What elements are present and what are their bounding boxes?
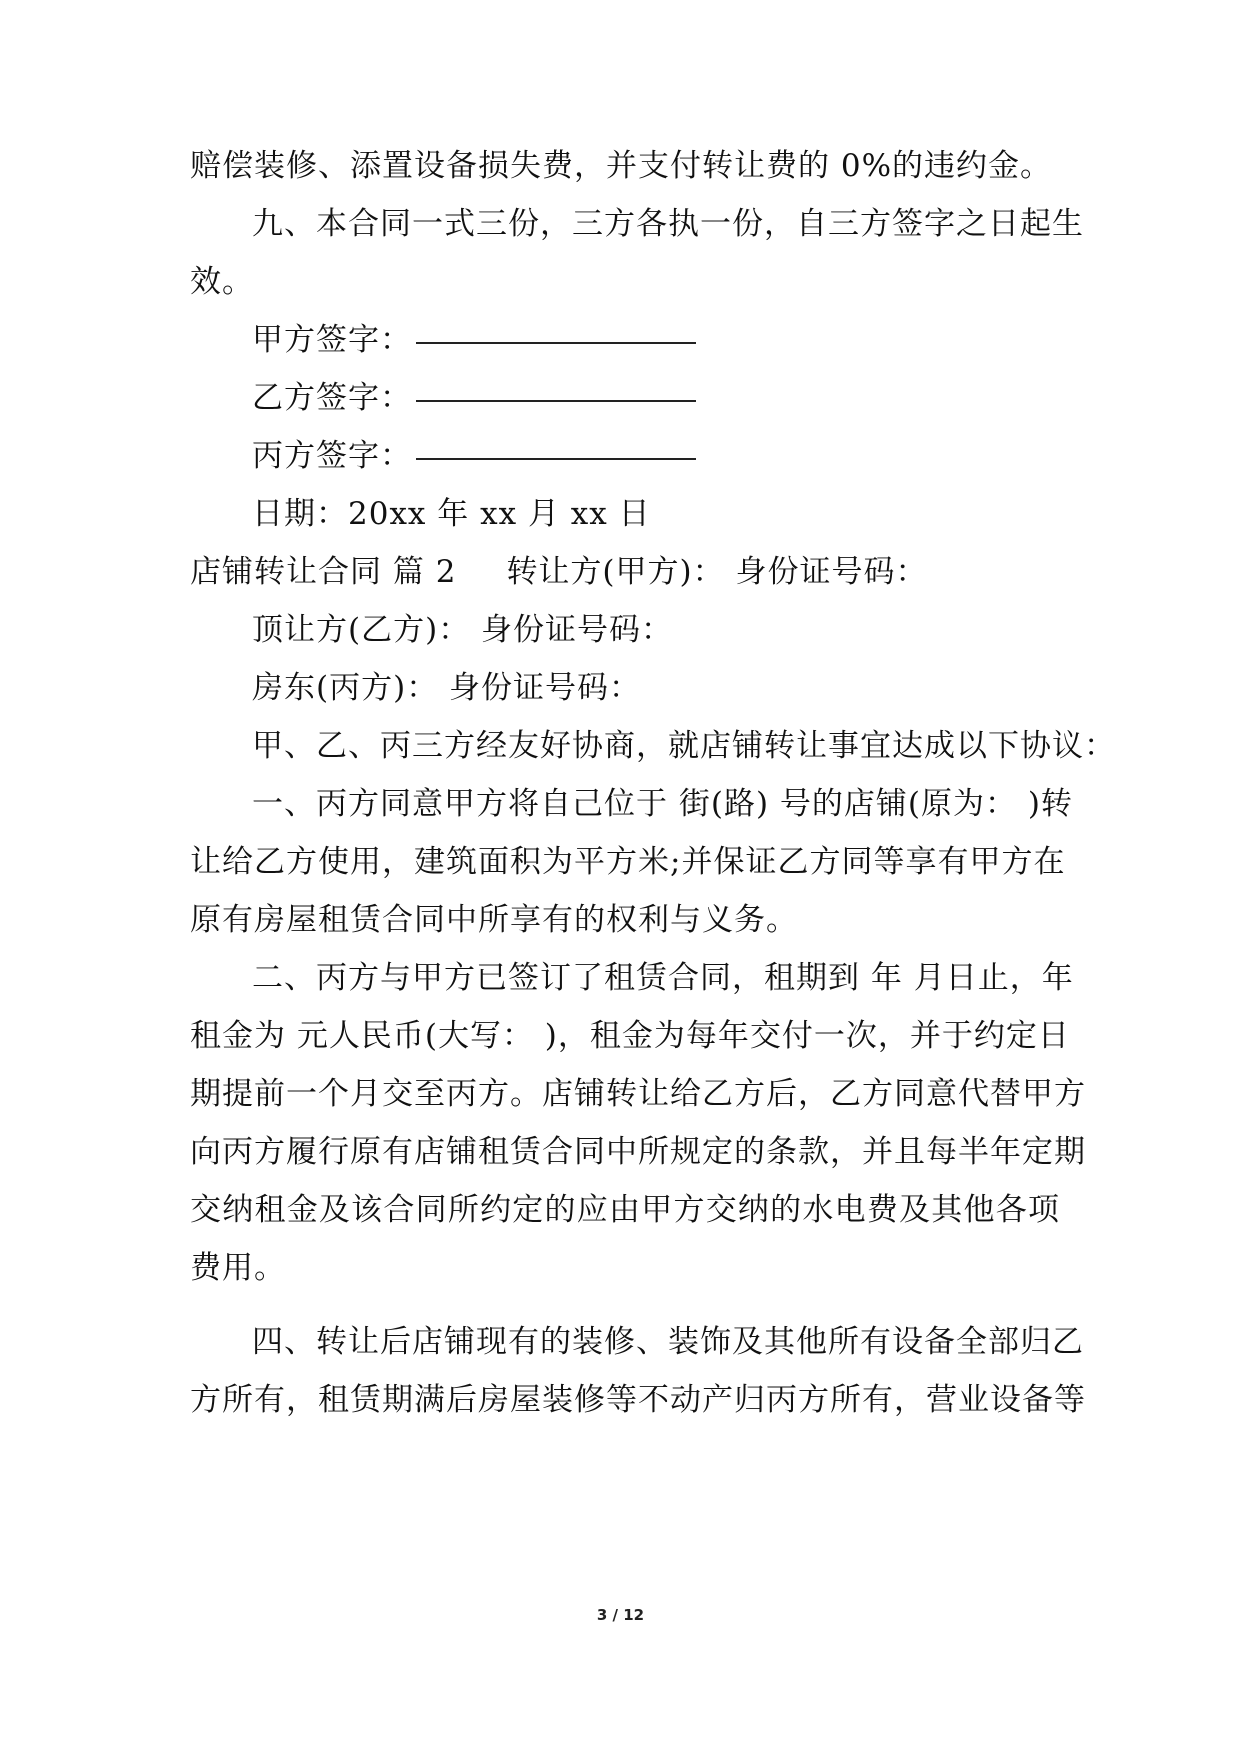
signature-label: 丙方签字： [252,438,412,474]
section-title: 店铺转让合同 篇 2 [190,554,457,590]
paragraph-line: 一、丙方同意甲方将自己位于 街(路) 号的店铺(原为： )转 [252,786,1073,822]
date-line: 日期：20xx 年 xx 月 xx 日 [252,496,651,532]
signature-party-b [252,378,1060,418]
paragraph-line: 四、转让后店铺现有的装修、装饰及其他所有设备全部归乙 [252,1324,1084,1360]
paragraph-line: 方所有，租赁期满后房屋装修等不动产归丙方所有，营业设备等 [190,1382,1086,1418]
transferor-label: 转让方(甲方)： 身份证号码： [506,554,928,590]
paragraph-line: 赔偿装修、添置设备损失费，并支付转让费的 0%的违约金。 [190,148,1053,184]
assignee-line: 顶让方(乙方)： 身份证号码： [252,612,674,648]
signature-underline [416,458,696,460]
page-number: 3 / 12 [596,1606,645,1624]
paragraph-line: 九、本合同一式三份，三方各执一份，自三方签字之日起生 [252,206,1084,242]
paragraph-line: 向丙方履行原有店铺租赁合同中所规定的条款，并且每半年定期 [190,1134,1086,1170]
paragraph-line: 效。 [190,264,254,300]
signature-underline [416,400,696,402]
section-title-line [190,552,1060,592]
intro-line: 甲、乙、丙三方经友好协商，就店铺转让事宜达成以下协议： [252,728,1116,764]
paragraph-line: 让给乙方使用，建筑面积为平方米;并保证乙方同等享有甲方在 [190,844,1066,880]
signature-underline [416,342,696,344]
signature-label: 甲方签字： [252,322,412,358]
paragraph-line: 费用。 [190,1250,286,1286]
paragraph-line: 期提前一个月交至丙方。店铺转让给乙方后，乙方同意代替甲方 [190,1076,1086,1112]
paragraph-line: 租金为 元人民币(大写： )，租金为每年交付一次，并于约定日 [190,1018,1070,1054]
signature-party-a [252,320,1060,360]
paragraph-line: 二、丙方与甲方已签订了租赁合同，租期到 年 月日止，年 [252,960,1074,996]
paragraph-line: 交纳租金及该合同所约定的应由甲方交纳的水电费及其他各项 [190,1192,1060,1228]
signature-party-c [252,436,1060,476]
paragraph-line: 原有房屋租赁合同中所享有的权利与义务。 [190,902,798,938]
landlord-line: 房东(丙方)： 身份证号码： [252,670,642,706]
signature-label: 乙方签字： [252,380,412,416]
